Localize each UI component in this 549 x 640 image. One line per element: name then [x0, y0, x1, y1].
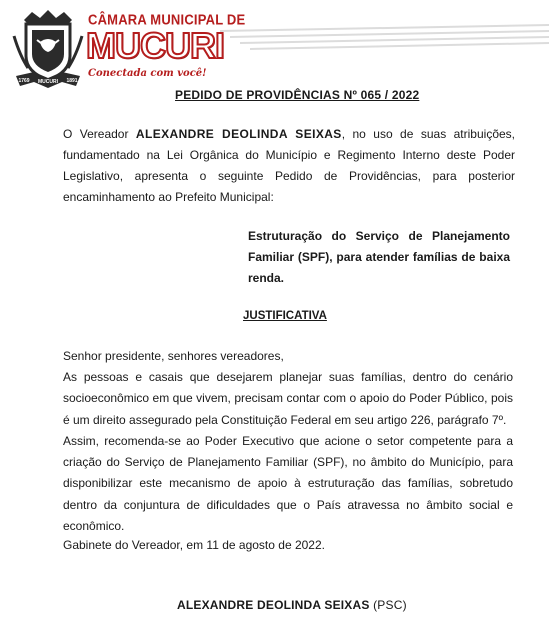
municipal-crest-icon — [10, 6, 86, 90]
councilor-name: ALEXANDRE DEOLINDA SEIXAS — [135, 127, 342, 141]
request-subject: Estruturação do Serviço de Planejamento Familiar (SPF), para atender famílias de baixa renda. — [248, 229, 510, 285]
council-name-small: CÂMARA MUNICIPAL DE — [88, 11, 246, 28]
justification-paragraph-1: As pessoas e casais que desejarem planejar suas famílias, dentro do cenário socioeconômico em que vivem, precisam contar com o apoio do Poder Público, pois é um direito assegurado pela Constituição Federal em seu artigo 226, parágrafo 7º. — [63, 370, 513, 427]
council-slogan: Conectada com você! — [88, 68, 207, 79]
signature-block — [177, 598, 407, 612]
date-line: Gabinete do Vereador, em 11 de agosto de 2022. — [63, 538, 325, 552]
document-title: PEDIDO DE PROVIDÊNCIAS Nº 065 / 2022 — [175, 88, 420, 102]
crest-ribbon-text: MUCURI — [38, 79, 58, 85]
crest-year-right: 1891 — [66, 78, 78, 84]
letterhead — [0, 0, 549, 95]
crest-year-left: 1769 — [18, 78, 30, 84]
justification-body — [63, 367, 513, 537]
justification-paragraph-2: Assim, recomenda-se ao Poder Executivo que acione o setor competente para a criação do Serviço de Planejamento Familiar (SPF), no âmbito do Município, para disponibilizar este mecanismo de apoio à estruturação das famílias, sobretudo dentro da conjuntura de dificuldades que o País atravessa no âmbito social e econômico. — [63, 433, 513, 534]
intro-paragraph — [63, 124, 515, 208]
signature-party: (PSC) — [369, 598, 407, 612]
signature-name: ALEXANDRE DEOLINDA SEIXAS — [177, 598, 370, 612]
intro-after-name: , no uso de suas atribuições, fundamentado na Lei Orgânica do Município e Regimento Interno deste Poder Legislativo, apresenta o seguinte Pedido de Providências, para posterior encaminhamento ao Prefeito Municipal: — [63, 127, 515, 204]
intro-before-name: O Vereador — [63, 127, 136, 141]
greeting-line: Senhor presidente, senhores vereadores, — [63, 349, 284, 363]
justification-heading: JUSTIFICATIVA — [243, 310, 327, 322]
council-name-big: MUCURI — [86, 25, 224, 66]
letterhead-stripes — [200, 20, 549, 60]
